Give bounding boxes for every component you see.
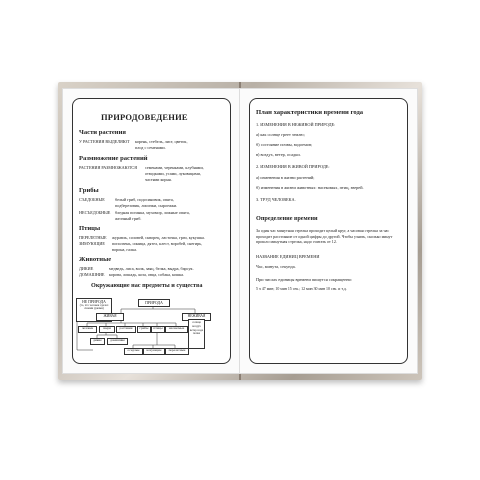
section-heading-mushrooms: Грибы [79,187,99,194]
birds-wintering-text-2: ворона, галка. [112,247,138,252]
mushrooms-inedible-text-2: желчный гриб. [115,216,142,221]
scheme-box-human [78,326,97,333]
section-heading-reproduction: Размножение растений [79,155,148,162]
section-heading-birds: Птицы [79,225,101,232]
scheme-box-migratory [165,348,189,355]
left-page [62,88,241,374]
section-heading-animals: Животные [79,256,112,263]
scheme-box-nonliving-items [188,319,205,349]
time-units-heading: НАЗВАНИЕ ЕДИНИЦ ВРЕМЕНИ [256,254,320,259]
scheme-living-label: ЖИВАЯ [103,314,117,318]
scheme-box-living [96,313,124,321]
mushrooms-edible-text: белый гриб, подосиновик, опята, [115,197,174,202]
plant-parts-label: У РАСТЕНИЯ ВЫДЕЛЯЮТ [79,139,130,144]
scheme-domestic: домашние [110,338,125,342]
plan-line-4: в) воздух, ветер, осадки. [256,152,301,157]
reproduction-text-3: частями корня. [145,177,172,182]
time-abbr-example: 5 ч 47 мин; 10 мин 15 сек.; 12 мин 30 мин 10 сек. и т.д. [256,287,347,291]
scheme-birds: птицы [153,326,163,330]
reproduction-text-2: отводками, усами, луковицами, [145,171,201,176]
mushrooms-inedible-label: НЕСЪЕДОБНЫЕ [79,210,111,215]
scheme-box-nomadic [143,348,165,355]
scheme-human: человек [81,326,94,330]
plant-parts-text-2: плод с семенами. [135,145,166,150]
animals-wild-text: медведь, лиса, волк, заяц, белка, выдра, барсук. [109,266,194,271]
time-heading: Определение времени [256,215,318,222]
open-notebook [58,82,422,380]
birds-migratory-text: журавль, соловей, скворец, ласточка, грач, кукушка. [112,235,205,240]
scheme-plants: растения [119,326,133,330]
scheme-insects: насекомые [168,326,185,330]
scheme-box-mushrooms [137,326,151,333]
mushrooms-edible-label: СЪЕДОБНЫЕ [79,197,105,202]
time-paragraph: За один час минутная стрелка проходит целый круг, а часовая стрелка за час проходит расстояние от одной цифры до другой. Чтобы узнать, сколько минут прошло минутная стрелка, надо считать от 12. [256,228,393,245]
plan-line-2: а) как солнце греет землю; [256,132,305,137]
plan-line-1: 1. ИЗМЕНЕНИЯ В НЕЖИВОЙ ПРИРОДЕ: [256,122,336,127]
left-page-frame [72,98,231,364]
time-units: Час, минута, секунда. [256,264,296,269]
animals-domestic-text: корова, лошадь, коза, овца, собака, кошка. [109,272,185,277]
time-abbr-note: При числах единицы времени пишутся сокращенно: [256,277,353,282]
birds-migratory-label: ПЕРЕЛЕТНЫЕ [79,235,107,240]
plan-line-5: 2. ИЗМЕНЕНИЯ В ЖИВОЙ ПРИРОДЕ: [256,164,330,169]
scheme-box-nature [138,299,170,307]
scheme-box-settled [124,348,143,355]
scheme-box-plants [116,326,136,333]
scheme-settled: оседлые [127,348,140,352]
scheme-wild: дикие [93,338,102,342]
scheme-box-wild [90,338,105,345]
left-page-title: ПРИРОДОВЕДЕНИЕ [101,112,188,122]
scheme-nonliving-label: НЕЖИВАЯ [187,314,206,318]
scheme-nature-label: ПРИРОДА [145,301,163,305]
scheme-title: Окружающие нас предметы и существа [91,282,203,289]
birds-wintering-label: ЗИМУЮЩИЕ [79,241,105,246]
scheme-nonliving-items: солнце воздух ветер вода почва [189,320,204,336]
birds-wintering-text: поползень, синица, дятел, клест, воробей, снегирь, [112,241,203,246]
right-page-frame [249,98,408,364]
right-page-title: План характеристики времени года [256,109,364,116]
plan-line-3: б) состояние почвы, водоемов; [256,142,313,147]
scheme-mushrooms: грибы [139,326,149,330]
right-page [239,88,418,374]
reproduction-text-1: семенами, черенками, клубнями, [145,165,204,170]
plant-parts-text-1: корень, стебель, лист, цветок, [135,139,188,144]
animals-wild-label: ДИКИЕ [79,266,94,271]
scheme-box-domestic [107,338,128,345]
scheme-not-nature-label: НЕ ПРИРОДА [82,300,106,304]
reproduction-label: РАСТЕНИЯ РАЗМНОЖАЮТСЯ [79,165,138,170]
plan-line-6: а) изменения в жизни растений; [256,175,315,180]
scheme-migratory: перелетные [168,348,186,352]
scheme-box-birds [151,326,165,333]
scheme-nomadic: кочующие [146,348,162,352]
scheme-animals: звери [103,326,111,330]
plan-line-8: 3. ТРУД ЧЕЛОВЕКА. [256,197,296,202]
scheme-box-insects [165,326,188,333]
mushrooms-inedible-text: бледная поганка, мухомор, ложные опята, [115,210,190,215]
animals-domestic-label: ДОМАШНИЕ [79,272,105,277]
section-heading-plant-parts: Части растения [79,129,126,136]
plan-line-7: б) изменения в жизни животных: насекомых, птиц, зверей. [256,185,364,190]
mushrooms-edible-text-2: подберезовик, лисички, сыроежки. [115,203,178,208]
scheme-not-nature-note: (то, что человек сделал своими руками) [79,303,109,311]
scheme-box-animals [99,326,115,333]
